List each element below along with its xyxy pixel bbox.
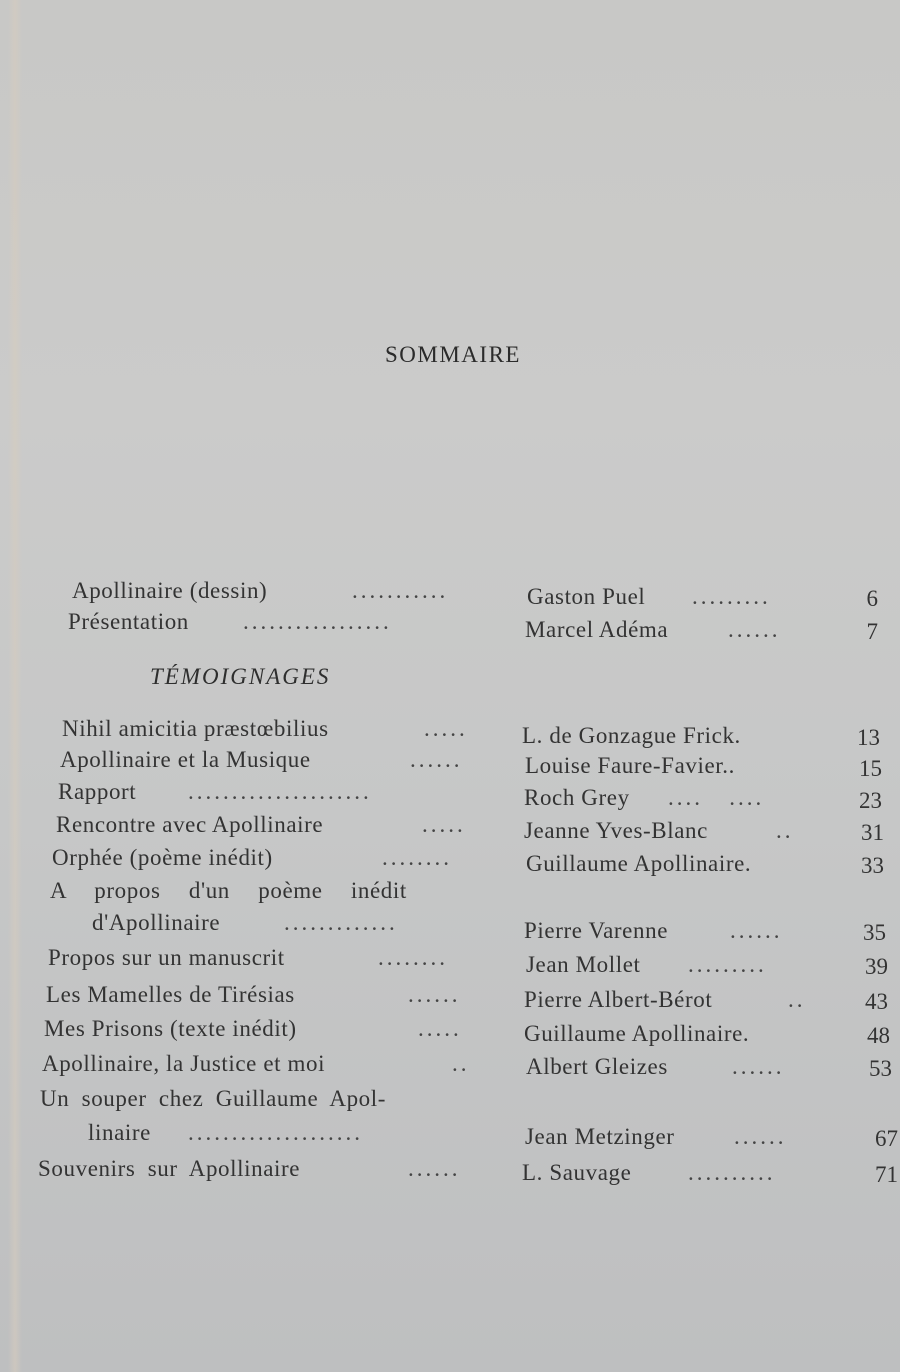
page-number: 33 bbox=[861, 853, 884, 878]
page-number: 13 bbox=[857, 725, 880, 750]
page-number: 35 bbox=[863, 920, 886, 945]
author-name: Pierre Varenne bbox=[524, 918, 668, 943]
page-number: 15 bbox=[859, 756, 882, 781]
page-number: 31 bbox=[861, 820, 884, 845]
page-number: 6 bbox=[866, 586, 878, 611]
author-name: Guillaume Apollinaire. bbox=[526, 851, 752, 876]
work-title: Rencontre avec Apollinaire bbox=[56, 812, 324, 837]
leader-dots: ..... bbox=[418, 1016, 462, 1041]
work-title: Apollinaire (dessin) bbox=[72, 578, 268, 603]
page-number: 53 bbox=[869, 1056, 892, 1081]
page-title: SOMMAIRE bbox=[385, 342, 521, 367]
toc-entry bbox=[58, 777, 888, 813]
leader-dots: ........... bbox=[352, 578, 449, 603]
toc-entry bbox=[48, 943, 888, 979]
work-title: A propos d'un poème inédit bbox=[50, 878, 407, 903]
page-number: 48 bbox=[867, 1023, 890, 1048]
author-name: Pierre Albert-Bérot bbox=[524, 987, 713, 1012]
page-number: 23 bbox=[859, 788, 882, 813]
author-name: Jean Metzinger bbox=[525, 1124, 675, 1149]
author-name: Albert Gleizes bbox=[526, 1054, 668, 1079]
leader-dots: .. bbox=[776, 818, 794, 843]
leader-dots: ...... bbox=[732, 1054, 785, 1079]
leader-dots: ................. bbox=[243, 609, 392, 634]
toc-entry bbox=[62, 714, 892, 750]
toc-entry bbox=[38, 1154, 898, 1187]
leader-dots: .................... bbox=[188, 1120, 363, 1145]
toc-entry bbox=[42, 1049, 892, 1081]
leader-dots: .......... bbox=[688, 1160, 776, 1185]
leader-dots: .. bbox=[452, 1051, 470, 1076]
work-title: Orphée (poème inédit) bbox=[52, 845, 273, 870]
author-name: L. de Gonzague Frick. bbox=[522, 723, 741, 748]
leader-dots: ...... bbox=[734, 1124, 787, 1149]
toc-entry bbox=[50, 876, 886, 945]
work-title: Apollinaire, la Justice et moi bbox=[42, 1051, 326, 1076]
page-number: 7 bbox=[866, 619, 878, 644]
leader-dots: ...... bbox=[408, 1156, 461, 1181]
leader-dots: ..... bbox=[424, 716, 468, 741]
work-title: Souvenirs sur Apollinaire bbox=[38, 1156, 301, 1181]
leader-dots: ...... bbox=[730, 918, 783, 943]
author-name: Guillaume Apollinaire. bbox=[524, 1021, 750, 1046]
toc-entry bbox=[40, 1084, 898, 1151]
author-name: Marcel Adéma bbox=[525, 617, 669, 642]
leader-dots: ..................... bbox=[188, 779, 372, 804]
work-title: Présentation bbox=[68, 609, 189, 634]
toc-entry bbox=[44, 1014, 890, 1048]
leader-dots: ...... bbox=[408, 982, 461, 1007]
work-title-continued: d'Apollinaire bbox=[92, 910, 221, 935]
toc-entry bbox=[60, 745, 890, 781]
author-name: Roch Grey bbox=[524, 785, 630, 810]
toc-entry bbox=[52, 843, 884, 878]
leader-dots: ......... bbox=[692, 584, 771, 609]
author-name: Louise Faure-Favier.. bbox=[525, 753, 735, 778]
work-title: Apollinaire et la Musique bbox=[60, 747, 311, 772]
leader-dots: ........ bbox=[382, 845, 452, 870]
work-title: Les Mamelles de Tirésias bbox=[46, 982, 295, 1007]
page-number: 39 bbox=[865, 954, 888, 979]
author-name: Jean Mollet bbox=[526, 952, 641, 977]
section-title: TÉMOIGNAGES bbox=[150, 664, 331, 689]
work-title: Rapport bbox=[58, 779, 137, 804]
page-number: 67 bbox=[875, 1126, 898, 1151]
work-title: Un souper chez Guillaume Apol- bbox=[40, 1086, 387, 1111]
page-edge bbox=[8, 0, 22, 1372]
leader-dots: ......... bbox=[688, 952, 767, 977]
toc-entry bbox=[56, 810, 886, 845]
page-number: 71 bbox=[875, 1162, 898, 1187]
work-title-continued: linaire bbox=[88, 1120, 151, 1145]
leader-dots: ..... bbox=[422, 812, 466, 837]
author-name: L. Sauvage bbox=[522, 1160, 632, 1185]
toc-entry bbox=[46, 980, 888, 1014]
work-title: Mes Prisons (texte inédit) bbox=[44, 1016, 297, 1041]
leader-dots: .. bbox=[788, 987, 806, 1012]
page-number: 43 bbox=[865, 989, 888, 1014]
leader-dots: .... .... bbox=[668, 785, 765, 810]
leader-dots: ............. bbox=[284, 910, 398, 935]
leader-dots: ........ bbox=[378, 945, 448, 970]
work-title: Nihil amicitia præstœbilius bbox=[62, 716, 329, 741]
leader-dots: ...... bbox=[410, 747, 463, 772]
leader-dots: ...... bbox=[728, 617, 781, 642]
toc-entry bbox=[72, 576, 892, 611]
toc-entry bbox=[68, 607, 888, 644]
author-name: Gaston Puel bbox=[527, 584, 646, 609]
work-title: Propos sur un manuscrit bbox=[48, 945, 285, 970]
author-name: Jeanne Yves-Blanc bbox=[524, 818, 708, 843]
